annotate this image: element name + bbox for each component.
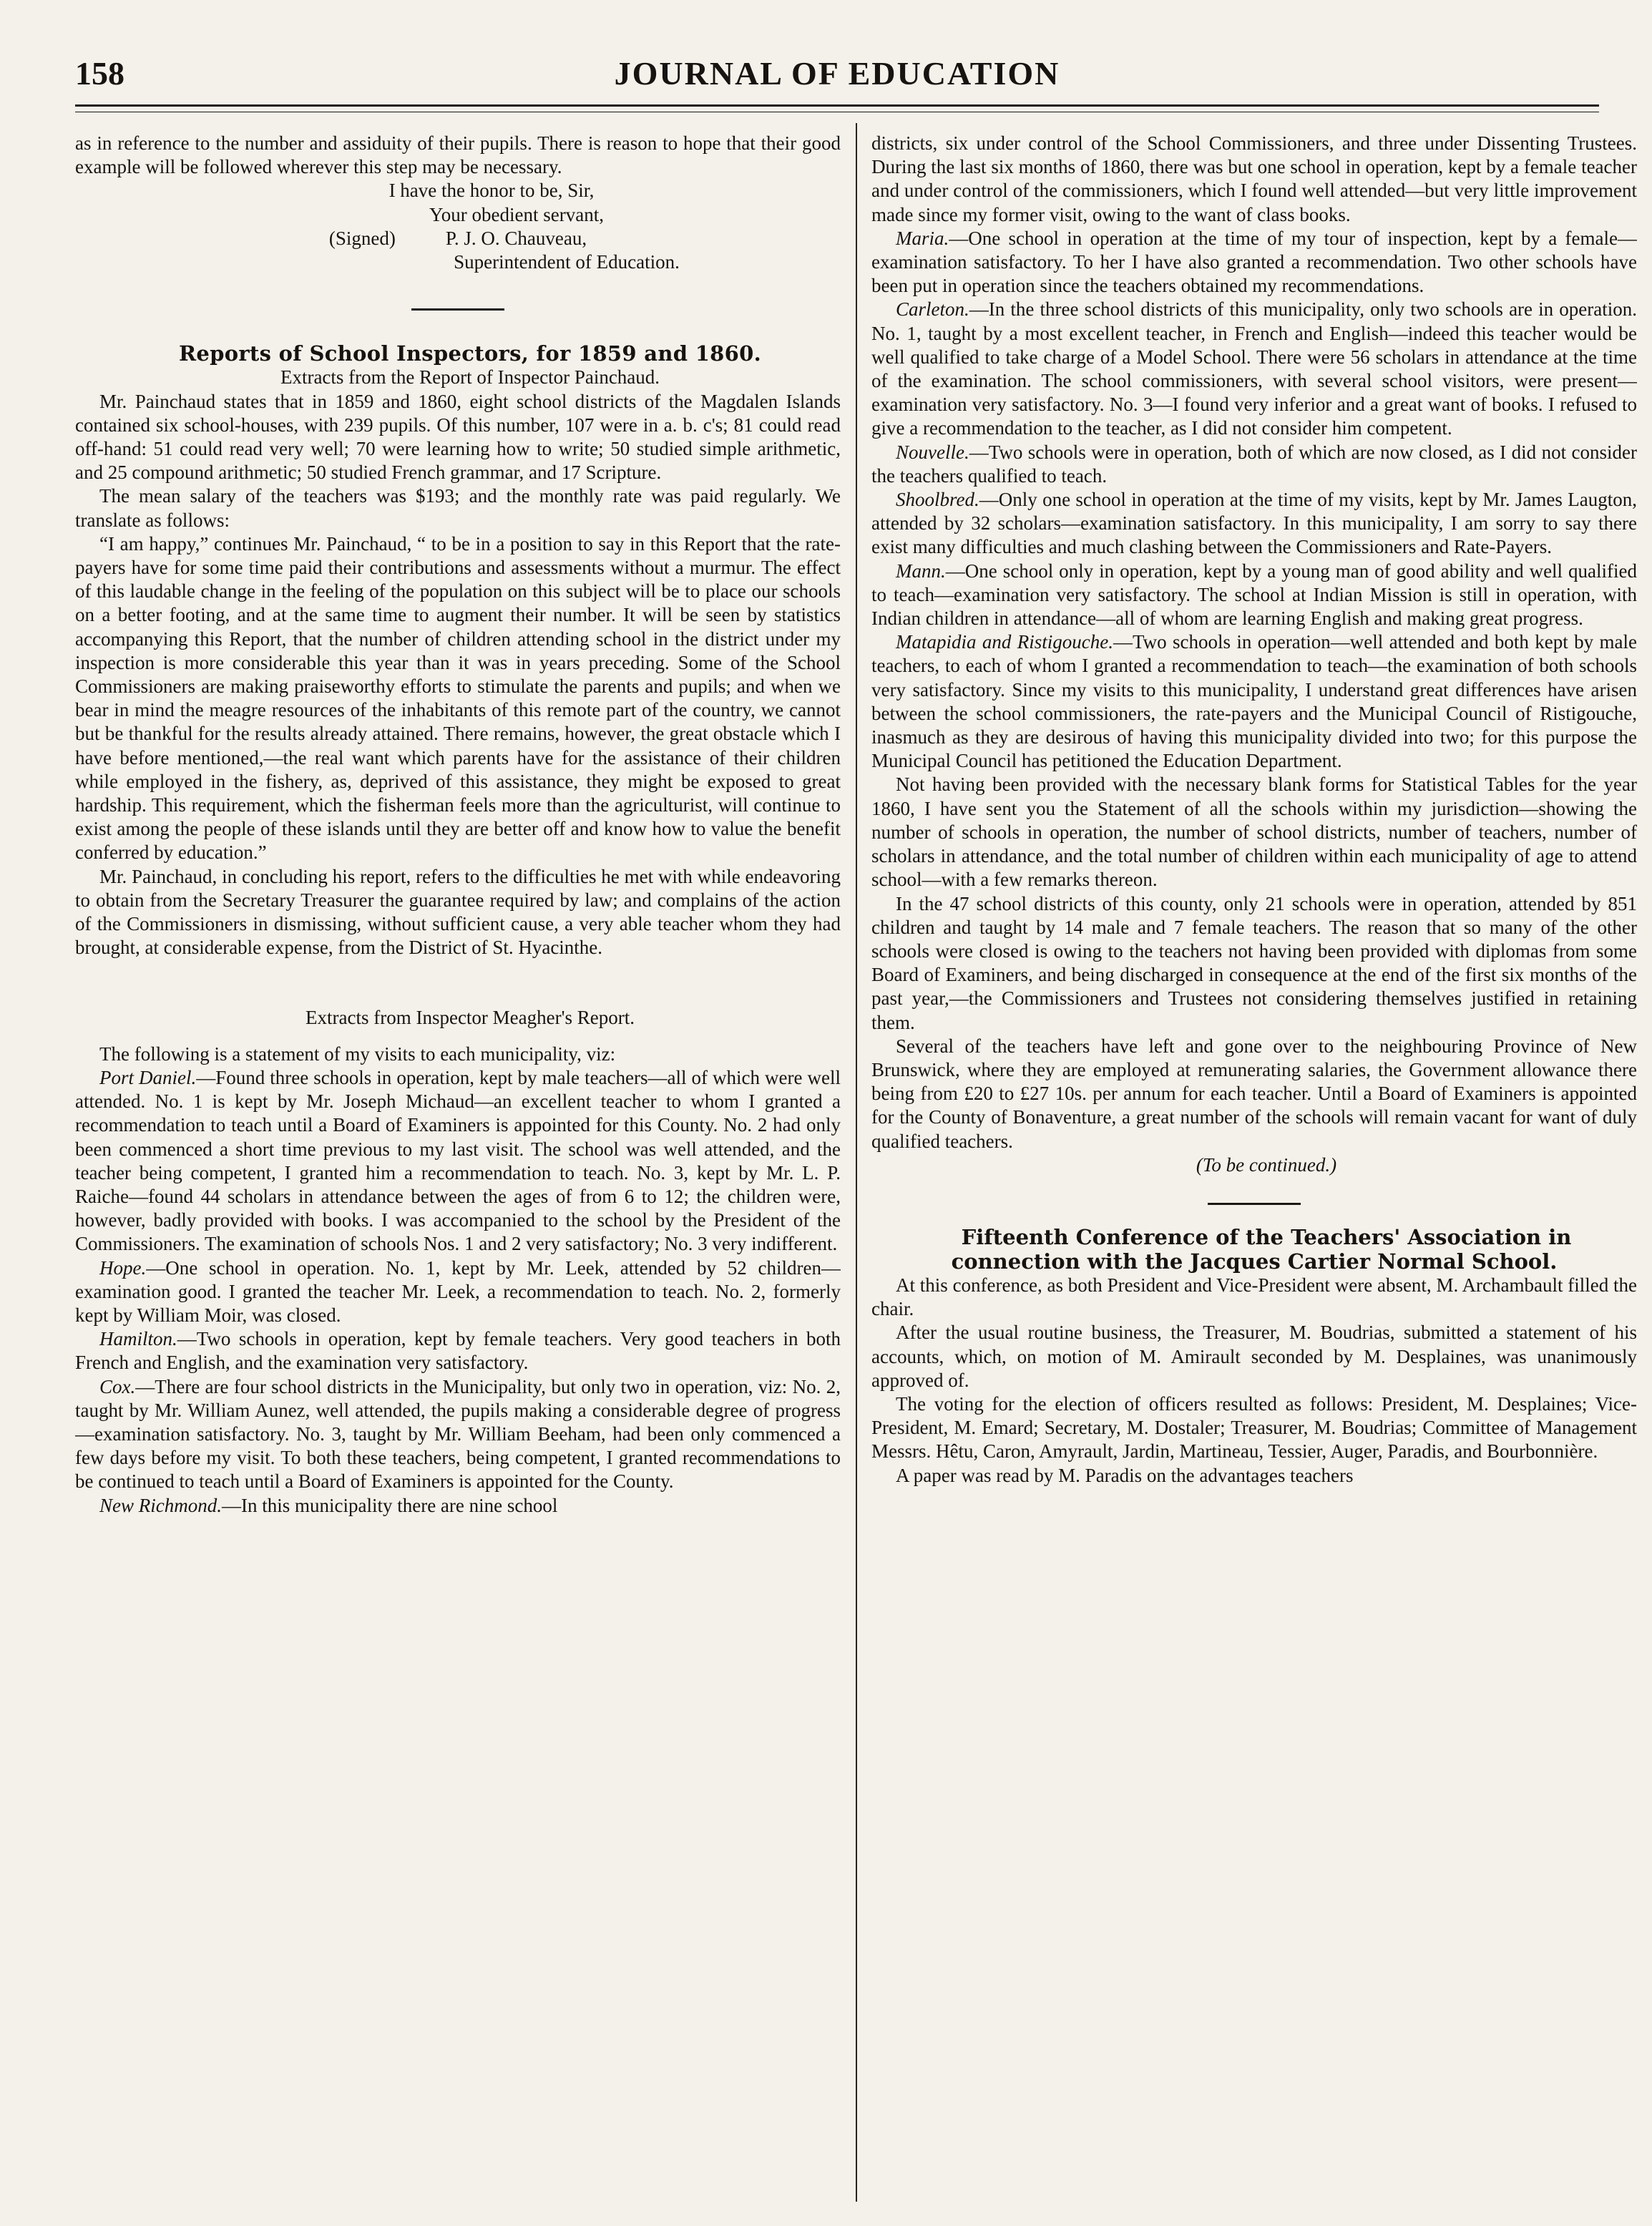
place-name: Shoolbred. [896, 489, 979, 511]
paragraph: Not having been provided with the necessary blank forms for Statistical Tables for the year 1860, I have sent you the Statement of all the schools within my jurisdiction—showing the number of schools in operation, the number of school districts, number of teachers, number of scholars in attendance, and the total number of children within each municipality of age to attend school—with a few remarks thereon. [871, 773, 1637, 891]
paragraph: Mr. Painchaud, in concluding his report, refers to the difficulties he met with while endeavoring to obtain from the Secretary Treasurer the guarantee required by law; and complains of the action of the Commissioners in dismissing, without sufficient cause, a very able teacher whom they had brought, at considerable expense, from the District of St. Hyacinthe. [75, 865, 841, 959]
spacer [75, 960, 841, 1006]
page-number: 158 [75, 55, 124, 92]
letter-closing: Your obedient servant, [429, 203, 604, 225]
paragraph-text: —There are four school districts in the Municipality, but only two in operation, viz: No. 2, taught by Mr. William Aunez, well attended, the pupils making a considerable degree of progress—examination satisfactory. No. 3, taught by Mr. William Beeham, had been only commenced a few days before my visit. To both these teachers, being competent, I granted recommendations to be continued to teach until a Board of Examiners is appointed for the County. [75, 1375, 841, 1493]
paragraph: “I am happy,” continues Mr. Painchaud, “ to be in a position to say in this Report that the rate-payers have for some time paid their contributions and assessments without a murmur. The effect of this laudable change in the feeling of the population on this subject will be to place our schools on a better footing, and at the same time to augment their number. It will be seen by statistics accompanying this Report, that the number of children attending school in the district under my inspection is more considerable this year than it was in years preceding. Some of the School Commissioners are making praiseworthy efforts to stimulate the parents and pupils; and when we bear in mind the meagre resources of the inhabitants of this remote part of the country, we cannot but be thankful for the results already attained. There remains, however, the great obstacle which I have before mentioned,—the real want which parents have for the assistance of their children while employed in the fishery, as, deprived of this assistance, they might be exposed to great hardship. This requirement, which the fisherman feels more than the agriculturist, will continue to exist among the people of these islands until they are better off and know how to value the benefit conferred by education.” [75, 532, 841, 864]
paragraph-text: —One school in operation at the time of my tour of inspection, kept by a female—examination satisfactory. To her I have also granted a recommendation. Two other schools have been put in operation since the teachers obtained my recommendations. [871, 227, 1637, 297]
paragraph: The following is a statement of my visits to each municipality, viz: [99, 1043, 616, 1065]
column-divider [856, 123, 857, 2202]
paragraph: The voting for the election of officers resulted as follows: President, M. Desplaines; Vice-President, M. Emard; Secretary, M. Dostaler; Treasurer, M. Boudrias; Committee of Management Messrs. Hêtu, Caron, Amyrault, Jardin, Martineau, Tessier, Auger, Paradis, and Bourbonnière. [871, 1392, 1637, 1463]
paragraph [871, 630, 1637, 773]
sub-heading: Extracts from the Report of Inspector Painchaud. [280, 366, 660, 389]
place-name: Maria. [896, 227, 949, 249]
sub-heading: Extracts from Inspector Meagher's Report. [306, 1006, 635, 1028]
right-column [871, 132, 1637, 2207]
left-column [75, 132, 841, 2207]
signed-name: P. J. O. Chauveau, [445, 227, 587, 249]
signed-title: Superintendent of Education. [454, 251, 680, 273]
signature-line [75, 227, 841, 250]
paragraph: The mean salary of the teachers was $193; and the monthly rate was paid regularly. We translate as follows: [75, 485, 841, 531]
paragraph-text: —One school in operation. No. 1, kept by Mr. Leek, attended by 52 children—examination good. I granted the teacher Mr. Leek, a recommendation to teach. No. 2, formerly kept by William Moir, was closed. [75, 1256, 841, 1326]
paragraph-text: —One school only in operation, kept by a young man of good ability and well qualified to teach—examination very satisfactory. The school at Indian Mission is still in operation, with Indian children in attendance—all of whom are learning English and making great progress. [871, 560, 1637, 630]
paragraph: as in reference to the number and assiduity of their pupils. There is reason to hope that their good example will be followed wherever this step may be necessary. [75, 132, 841, 178]
paragraph: districts, six under control of the School Commissioners, and three under Dissenting Trustees. During the last six months of 1860, there was but one school in operation, kept by a female teacher and under control of the commissioners, which I found well attended—but very little improvement made since my former visit, owing to the want of class books. [871, 132, 1637, 225]
paragraph [871, 488, 1637, 560]
paragraph [75, 1494, 841, 1518]
place-name: Port Daniel. [99, 1066, 197, 1088]
signed-label: (Signed) [328, 227, 396, 249]
paragraph [75, 1256, 841, 1328]
paragraph [75, 1066, 841, 1256]
paragraph [871, 227, 1637, 298]
place-name: Hope. [99, 1256, 147, 1279]
paragraph-text: —In the three school districts of this municipality, only two schools are in operation. No. 1, taught by a most excellent teacher, in French and English—indeed this teacher would be well qualified to take charge of a Model School. There were 56 scholars in attendance at the time of the examination. The school commissioners, with several school visitors, were present—examination very satisfactory. No. 3—I found very inferior and a great want of books. I refused to give a recommendation to the teacher, as I did not consider him competent. [871, 298, 1637, 439]
paragraph [75, 1327, 841, 1375]
paragraph-text: —Found three schools in operation, kept by male teachers—all of which were well attended. No. 1 is kept by Mr. Joseph Michaud—an excellent teacher to whom I granted a recommendation to teach until a Board of Examiners is appointed for this County. No. 2 had only been commenced a short time previous to my last visit. The school was well attended, and the teacher being competent, I granted him a recommendation to teach. No. 3, kept by Mr. L. P. Raiche—found 44 scholars in attendance between the ages of from 6 to 12; the children were, however, badly provided with books. I was accompanied to the school by the President of the Commissioners. The examination of schools Nos. 1 and 2 very satisfactory; No. 3 very indifferent. [75, 1066, 841, 1255]
paragraph-text: —In this municipality there are nine school [221, 1494, 558, 1516]
place-name: Matapidia and Ristigouche. [896, 631, 1114, 653]
paragraph: A paper was read by M. Paradis on the advantages teachers [896, 1464, 1354, 1486]
paragraph [871, 298, 1637, 440]
header-rule [75, 104, 1599, 112]
paragraph-text: —Two schools in operation—well attended and both kept by male teachers, to each of whom I granted a recommendation to teach—the examination of both schools very satisfactory. Since my visits to this municipality, I understand great differences have arisen between the school commissioners, the rate-payers and the Municipal Council of Ristigouche, inasmuch as they are desirous of having this municipality divided into two; for this purpose the Municipal Council has petitioned the Education Department. [871, 631, 1637, 772]
paragraph [871, 441, 1637, 488]
paragraph: In the 47 school districts of this county, only 21 schools were in operation, attended by 851 children and taught by 14 male and 7 female teachers. The reason that so many of the other schools were closed is owing to the teachers not having been provided with diplomas from some Board of Examiners, and being discharged in consequence at the end of the first six months of the past year,—the Commissioners and Trustees not considering themselves justified in retaining them. [871, 892, 1637, 1033]
letter-closing: I have the honor to be, Sir, [388, 180, 595, 202]
place-name: Nouvelle. [896, 441, 969, 463]
paragraph [871, 560, 1637, 631]
place-name: Cox. [99, 1375, 136, 1397]
place-name: Carleton. [896, 298, 969, 321]
running-head: JOURNAL OF EDUCATION [614, 55, 1060, 92]
paragraph: After the usual routine business, the Treasurer, M. Boudrias, submitted a statement of his accounts, which, on motion of M. Amirault seconded by M. Desplaines, was unanimously approved of. [871, 1322, 1637, 1391]
place-name: Mann. [896, 560, 946, 582]
place-name: New Richmond. [99, 1494, 222, 1516]
place-name: Hamilton. [99, 1328, 177, 1350]
paragraph: Mr. Painchaud states that in 1859 and 1860, eight school districts of the Magdalen Islands contained six school-houses, with 239 pupils. Of this number, 107 were in a. b. c's; 81 could read off-hand: 51 could read very well; 70 were learning how to write; 50 studied simple arithmetic, and 25 compound arithmetic; 50 studied French grammar, and 17 Scripture. [75, 390, 841, 484]
paragraph-text: —Only one school in operation at the time of my visits, kept by Mr. James Laugton, attended by 32 scholars—examination satisfactory. In this municipality, I am sorry to say there exist many difficulties and much clashing between the Commissioners and Rate-Payers. [871, 489, 1637, 558]
paragraph [75, 1375, 841, 1494]
paragraph: At this conference, as both President and Vice-President were absent, M. Archambault filled the chair. [871, 1274, 1637, 1320]
section-heading: Fifteenth Conference of the Teachers' Association in connection with the Jacques Cartier Normal School. [951, 1224, 1572, 1274]
to-be-continued: (To be continued.) [1196, 1153, 1337, 1176]
paragraph-text: —Two schools in operation, kept by female teachers. Very good teachers in both French and English, and the examination very satisfactory. [75, 1328, 841, 1374]
section-heading: Reports of School Inspectors, for 1859 and 1860. [178, 341, 762, 366]
paragraph-text: —Two schools were in operation, both of which are now closed, as I did not consider the teachers qualified to teach. [871, 441, 1637, 487]
page-header [75, 54, 1599, 94]
paragraph: Several of the teachers have left and gone over to the neighbouring Province of New Brunswick, where they are employed at remunerating salaries, the Government allowance there being from £20 to £27 10s. per annum for each teacher. Until a Board of Examiners is appointed for the County of Bonaventure, a great number of the schools will remain vacant for want of duly qualified teachers. [871, 1035, 1637, 1152]
section-rule [1208, 1203, 1301, 1205]
section-rule [411, 308, 504, 311]
